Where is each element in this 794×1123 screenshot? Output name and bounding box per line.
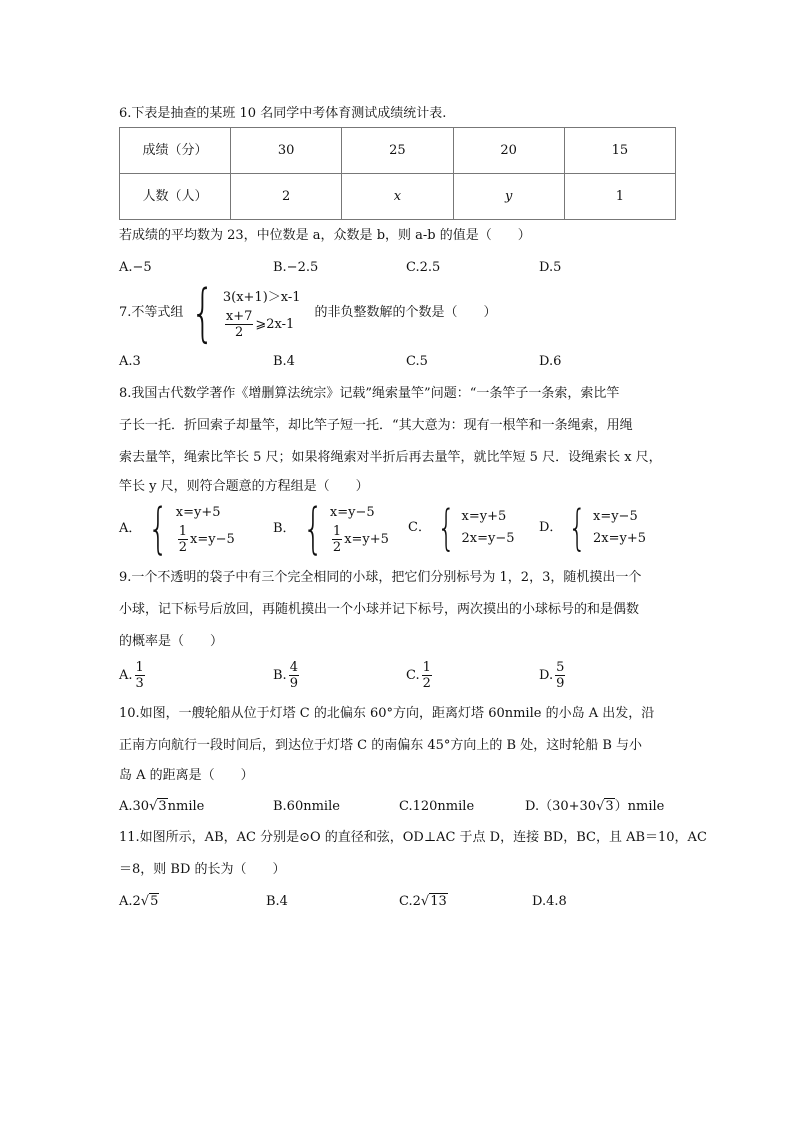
table-cell: 成绩（分） <box>120 128 231 174</box>
q10-option-d <box>525 797 664 817</box>
fraction-denominator: 2 <box>234 324 244 340</box>
sqrt-icon: √ <box>140 894 150 909</box>
q9-line-3: 的概率是（ ） <box>119 634 224 649</box>
q11-option-a <box>119 892 159 912</box>
inequality-2-rest: ⩾2x-1 <box>255 316 295 332</box>
equation-2: 2x=y−5 <box>461 531 515 546</box>
q11-line-1: 11.如图所示，AB，AC 分别是⊙O 的直径和弦，OD⊥AC 于点 D，连接 BD，BC，且 AB＝10，AC <box>119 830 707 845</box>
equation-1: x=y+5 <box>175 505 221 520</box>
q11-option-b: B.4 <box>266 894 288 909</box>
q7-option-c: C.5 <box>406 354 428 369</box>
equation-1: x=y−5 <box>329 505 375 520</box>
q10-option-a <box>119 797 204 817</box>
equation-2: 2x=y+5 <box>592 531 646 546</box>
q11-option-c <box>399 892 448 912</box>
q7-option-d: D.6 <box>539 354 562 369</box>
q7-option-a: A.3 <box>119 354 141 369</box>
option-label: B． <box>273 520 296 536</box>
option-unit: ）nmile <box>614 799 665 814</box>
inequality-1: 3(x+1)＞x-1 <box>222 289 301 305</box>
fraction-numerator: 5 <box>556 660 565 675</box>
q6-option-a: A.−5 <box>119 260 152 275</box>
equation-system <box>593 506 646 550</box>
table-cell: 20 <box>453 128 564 174</box>
q8-option-b <box>273 496 389 560</box>
fraction-denominator: 9 <box>556 676 565 691</box>
brace-icon: { <box>302 496 324 560</box>
q7-prefix: 7.不等式组 <box>119 305 184 320</box>
fraction-numerator: x+7 <box>225 308 253 324</box>
q9-line-1: 9.一个不透明的袋子中有三个完全相同的小球，把它们分别标号为 1，2，3，随机摸出一个 <box>119 570 642 585</box>
brace-icon: { <box>191 276 215 349</box>
option-text: D.（30+30 <box>525 799 597 814</box>
q8-line-1: 8.我国古代数学著作《增删算法统宗》记载”绳索量竿”问题：“一条竿子一条索，索比竿 <box>119 386 620 401</box>
equation-2-rest: x=y+5 <box>344 532 389 547</box>
fraction-denominator: 9 <box>289 676 298 691</box>
table-cell: 25 <box>342 128 453 174</box>
brace-icon: { <box>148 496 169 560</box>
q10-line-2: 正南方向航行一段时间后，到达位于灯塔 C 的南偏东 45°方向上的 B 处，这时轮船 B 与小 <box>119 738 643 753</box>
equation-system <box>330 502 389 555</box>
equation-1: x=y+5 <box>461 509 507 524</box>
fraction-numerator: 4 <box>289 660 298 675</box>
equation-2: $\frac{1}{2}$ x=y−5 <box>178 524 235 555</box>
option-text: C.2 <box>399 894 421 909</box>
q9-option-b <box>273 660 301 691</box>
option-unit: nmile <box>167 799 205 814</box>
brace-icon: { <box>568 500 587 556</box>
option-text: A.2 <box>119 894 141 909</box>
fraction-denominator: 2 <box>422 676 431 691</box>
q8-option-a <box>119 496 235 560</box>
q9-option-a <box>119 660 147 691</box>
table-cell: y <box>453 174 564 220</box>
q9-option-c <box>406 660 434 691</box>
option-label: C. <box>406 668 420 683</box>
radicand: 3 <box>605 799 614 814</box>
q11-line-2: ＝8，则 BD 的长为（ ） <box>119 862 286 877</box>
table-cell: x <box>342 174 453 220</box>
q6-option-c: C.2.5 <box>406 260 441 275</box>
q6-option-d: D.5 <box>539 260 562 275</box>
fraction-denominator: 3 <box>135 676 144 691</box>
table-cell: 1 <box>564 174 675 220</box>
inequality-2 <box>223 309 301 340</box>
q9-option-d <box>539 660 567 691</box>
fraction-numerator: 1 <box>135 660 144 675</box>
q10-option-b: B.60nmile <box>273 799 340 814</box>
radicand: 13 <box>430 894 447 909</box>
q8-line-3: 索去量竿，绳索比竿长 5 尺；如果将绳索对半折后再去量竿，就比竿短 5 尺．设绳索长 x 尺， <box>119 450 662 465</box>
option-label: A． <box>119 520 142 536</box>
sqrt-icon: √ <box>149 799 158 814</box>
table-cell: 人数（人） <box>120 174 231 220</box>
q8-line-4: 竿长 y 尺，则符合题意的方程组是（ ） <box>119 479 369 494</box>
q11-option-d: D.4.8 <box>532 894 567 909</box>
score-table <box>119 127 676 220</box>
q6-option-b: B.−2.5 <box>273 260 319 275</box>
option-text: A.30 <box>119 799 150 814</box>
fraction-numerator: 1 <box>422 660 431 675</box>
equation-system <box>462 506 515 550</box>
option-label: A. <box>119 668 133 683</box>
equation-2-rest: x=y−5 <box>190 532 235 547</box>
option-label: D. <box>539 668 554 683</box>
q10-line-3: 岛 A 的距离是（ ） <box>119 768 254 783</box>
q10-line-1: 10.如图，一艘轮船从位于灯塔 C 的北偏东 60°方向，距离灯塔 60nmile 的小岛 A 出发，沿 <box>119 706 655 721</box>
brace-icon: { <box>437 500 456 556</box>
option-label: B. <box>273 668 287 683</box>
q9-line-2: 小球，记下标号后放回，再随机摸出一个小球并记下标号，两次摸出的小球标号的和是偶数 <box>119 602 640 617</box>
radicand: 3 <box>158 799 167 814</box>
option-label: D． <box>539 520 563 535</box>
sqrt-icon: √ <box>596 799 605 814</box>
table-cell: 30 <box>231 128 342 174</box>
inequality-system <box>223 287 301 340</box>
q6-stem: 6.下表是抽查的某班 10 名同学中考体育测试成绩统计表. <box>119 106 447 121</box>
q8-option-c <box>408 500 515 556</box>
q10-option-c: C.120nmile <box>399 799 475 814</box>
table-cell: 2 <box>231 174 342 220</box>
q7-suffix: 的非负整数解的个数是（ ） <box>314 305 497 320</box>
q8-option-d <box>539 500 646 556</box>
radicand: 5 <box>150 894 159 909</box>
sqrt-icon: √ <box>420 894 430 909</box>
q8-line-2: 子长一托．折回索子却量竿，却比竿子短一托．“其大意为：现有一根竿和一条绳索，用绳 <box>119 418 633 433</box>
q6-question: 若成绩的平均数为 23，中位数是 a，众数是 b，则 a-b 的值是（ ） <box>119 228 531 243</box>
table-row <box>120 128 676 174</box>
table-cell: 15 <box>564 128 675 174</box>
option-label: C． <box>408 520 431 535</box>
equation-system <box>176 502 235 555</box>
equation-1: x=y−5 <box>592 509 638 524</box>
equation-2: $\frac{1}{2}$ x=y+5 <box>332 524 389 555</box>
q7-option-b: B.4 <box>273 354 295 369</box>
table-row <box>120 174 676 220</box>
q7-stem <box>119 276 497 349</box>
